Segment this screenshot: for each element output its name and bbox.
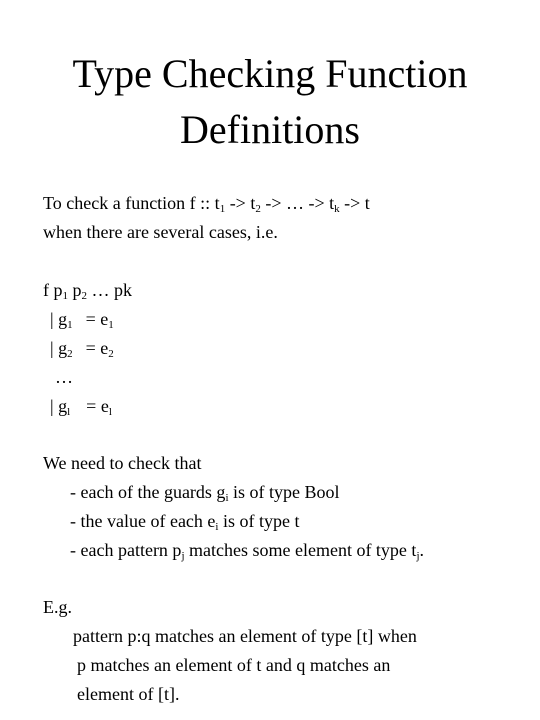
equation-text: = e xyxy=(85,309,109,329)
subscript: i xyxy=(215,521,219,533)
definition-text: f p xyxy=(43,280,63,300)
guard-line-2 xyxy=(50,337,114,359)
example-line-3: element of [t]. xyxy=(77,684,180,704)
slide-title xyxy=(0,46,540,158)
subscript: 2 xyxy=(67,348,73,360)
intro-text: To check a function f :: t xyxy=(43,193,220,213)
check-text: - each of the guards g xyxy=(70,482,226,502)
subscript: j xyxy=(416,550,420,562)
subscript: 1 xyxy=(67,319,73,331)
ellipsis: … xyxy=(55,367,73,387)
intro-line-2: when there are several cases, i.e. xyxy=(43,222,278,242)
intro-text: -> t xyxy=(225,193,256,213)
checks-heading: We need to check that xyxy=(43,453,202,473)
guard-text: | g xyxy=(50,309,68,329)
intro-line-1 xyxy=(43,192,370,214)
definition-text: … pk xyxy=(87,280,132,300)
example-line-2: p matches an element of t and q matches an xyxy=(77,655,391,675)
check-text: is of type t xyxy=(218,511,300,531)
guard-text: | g xyxy=(50,338,68,358)
subscript: l xyxy=(108,406,112,418)
subscript: 1 xyxy=(219,203,226,215)
definition-header xyxy=(43,279,132,301)
title-line-2: Definitions xyxy=(180,107,360,152)
subscript: j xyxy=(181,550,185,562)
definition-text: p xyxy=(68,280,82,300)
guard-line-3 xyxy=(50,395,112,417)
check-item-3 xyxy=(70,539,424,561)
subscript: 2 xyxy=(255,203,261,215)
check-text: - each pattern p xyxy=(70,540,182,560)
example-line-1: pattern p:q matches an element of type [t] when xyxy=(73,626,417,646)
equation-text: = e xyxy=(85,338,109,358)
example-label: E.g. xyxy=(43,597,72,617)
guard-text: | g xyxy=(50,396,68,416)
subscript: 1 xyxy=(62,290,68,302)
subscript: 1 xyxy=(108,319,114,331)
check-text: matches some element of type t xyxy=(184,540,417,560)
subscript: i xyxy=(225,492,229,504)
check-item-1 xyxy=(70,481,340,503)
check-item-2 xyxy=(70,510,299,532)
equation-text: = e xyxy=(86,396,109,416)
check-text: is of type Bool xyxy=(228,482,340,502)
intro-text: -> t xyxy=(339,193,370,213)
title-line-1: Type Checking Function xyxy=(72,51,468,96)
intro-text: -> … -> t xyxy=(260,193,335,213)
check-text: - the value of each e xyxy=(70,511,216,531)
subscript: l xyxy=(67,406,71,418)
subscript: k xyxy=(334,203,340,215)
check-text: . xyxy=(419,540,424,560)
subscript: 2 xyxy=(81,290,87,302)
guard-line-1 xyxy=(50,308,114,330)
subscript: 2 xyxy=(108,348,114,360)
